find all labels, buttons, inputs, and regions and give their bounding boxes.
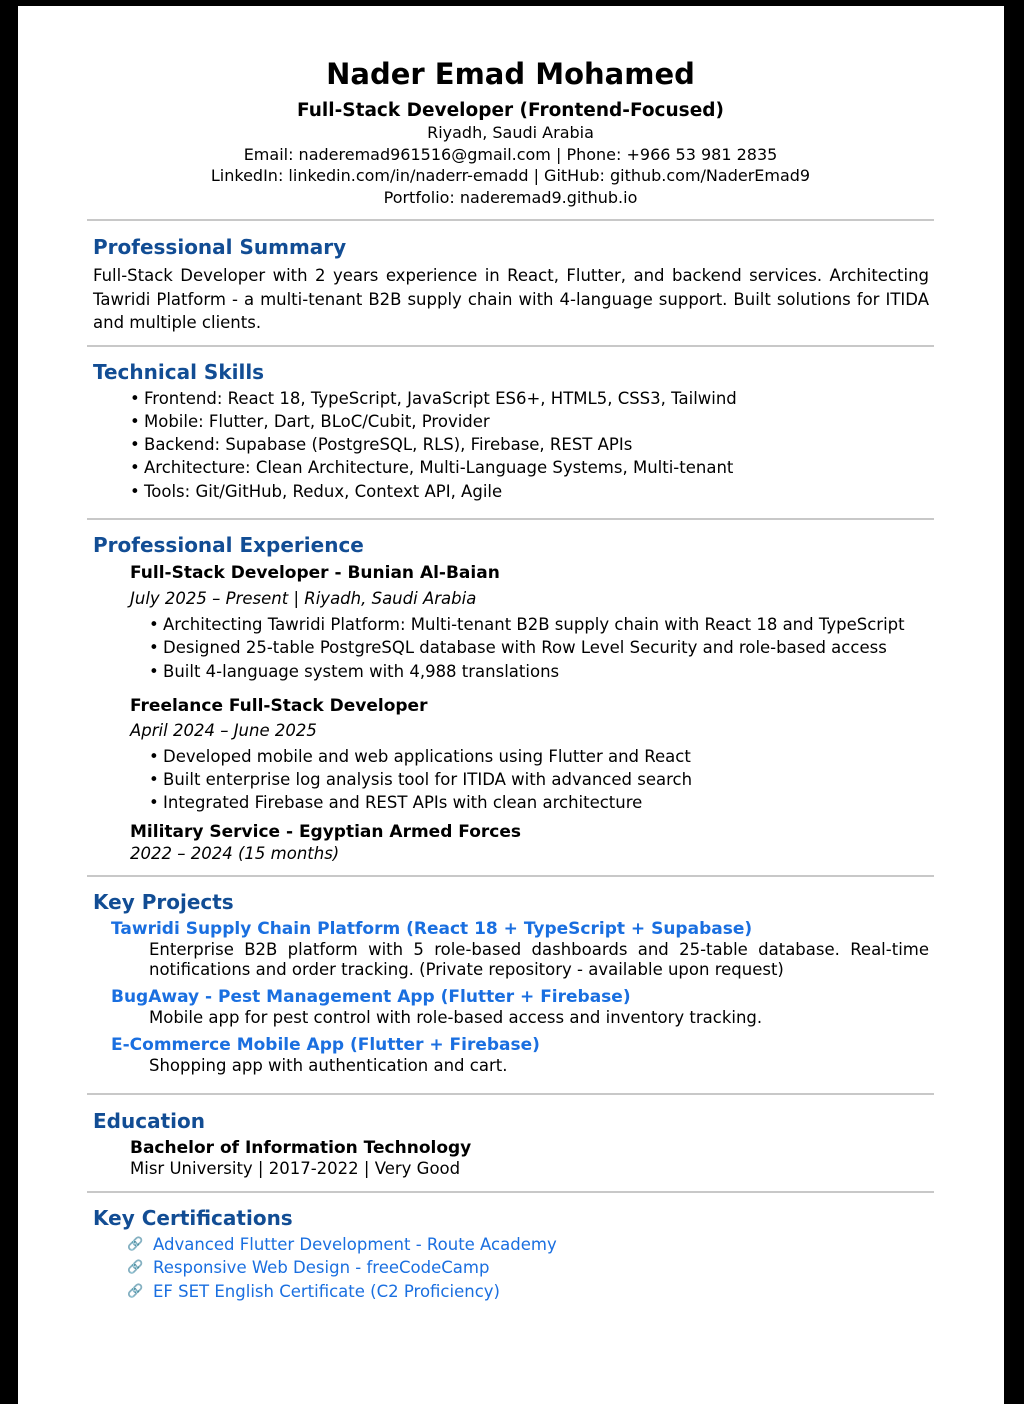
bullet-icon: • bbox=[130, 458, 140, 477]
bullet-icon: • bbox=[149, 615, 159, 634]
job-title: Full-Stack Developer - Bunian Al-Baian bbox=[130, 563, 500, 583]
contact-line: Email: naderemad961516@gmail.com | Phone: +966 53 981 2835 bbox=[243, 145, 778, 164]
location: Riyadh, Saudi Arabia bbox=[427, 123, 594, 142]
bullet-icon: • bbox=[130, 389, 140, 408]
job-bullet: • Built enterprise log analysis tool for ITIDA with advanced search bbox=[149, 770, 693, 789]
divider bbox=[87, 345, 934, 347]
education-details: Misr University | 2017-2022 | Very Good bbox=[130, 1159, 461, 1178]
bullet-icon: • bbox=[149, 638, 159, 657]
job-title: Freelance Full-Stack Developer bbox=[130, 696, 428, 716]
project-title[interactable]: E-Commerce Mobile App (Flutter + Firebase) bbox=[111, 1035, 540, 1055]
candidate-name: Nader Emad Mohamed bbox=[326, 57, 695, 91]
projects-title: Key Projects bbox=[93, 890, 234, 914]
certification-link[interactable]: 🔗 EF SET English Certificate (C2 Proficiency) bbox=[127, 1282, 500, 1301]
bullet-icon: • bbox=[130, 412, 140, 431]
job-date: April 2024 – June 2025 bbox=[130, 721, 317, 740]
degree: Bachelor of Information Technology bbox=[130, 1138, 472, 1158]
divider bbox=[87, 518, 934, 520]
certifications-title: Key Certifications bbox=[93, 1206, 293, 1230]
summary-text: Full-Stack Developer with 2 years experience in React, Flutter, and backend services. Architecting Tawridi Platform - a multi-tenant B2B supply chain with 4-language support. Built solutions for ITIDA and multiple clients. bbox=[93, 266, 929, 332]
bullet-icon: • bbox=[149, 793, 159, 812]
experience-title: Professional Experience bbox=[93, 533, 364, 557]
project-title[interactable]: Tawridi Supply Chain Platform (React 18 + TypeScript + Supabase) bbox=[111, 919, 753, 939]
job-bullet: • Developed mobile and web applications using Flutter and React bbox=[149, 747, 691, 766]
skills-title: Technical Skills bbox=[93, 360, 265, 384]
resume-page bbox=[18, 6, 1004, 1404]
project-title[interactable]: BugAway - Pest Management App (Flutter + Firebase) bbox=[111, 987, 631, 1007]
job-bullet: • Designed 25-table PostgreSQL database with Row Level Security and role-based access bbox=[149, 638, 887, 657]
job-bullet: • Integrated Firebase and REST APIs with clean architecture bbox=[149, 793, 643, 812]
skill-item: • Frontend: React 18, TypeScript, JavaScript ES6+, HTML5, CSS3, Tailwind bbox=[130, 389, 737, 408]
certification-link[interactable]: 🔗 Advanced Flutter Development - Route Academy bbox=[127, 1235, 557, 1254]
job-bullet: • Built 4-language system with 4,988 translations bbox=[149, 662, 560, 681]
job-date: 2022 – 2024 (15 months) bbox=[130, 844, 340, 863]
skill-item: • Mobile: Flutter, Dart, BLoC/Cubit, Provider bbox=[130, 412, 490, 431]
link-icon: 🔗 bbox=[127, 1237, 144, 1252]
bullet-icon: • bbox=[149, 747, 159, 766]
education-title: Education bbox=[93, 1109, 205, 1133]
certification-link[interactable]: 🔗 Responsive Web Design - freeCodeCamp bbox=[127, 1258, 490, 1277]
portfolio-line: Portfolio: naderemad9.github.io bbox=[383, 188, 638, 207]
project-description: Enterprise B2B platform with 5 role-based dashboards and 25-table database. Real-time notifications and order tracking. (Private repository - available upon request) bbox=[149, 940, 929, 979]
bullet-icon: • bbox=[130, 482, 140, 501]
project-description: Mobile app for pest control with role-based access and inventory tracking. bbox=[149, 1008, 763, 1027]
link-icon: 🔗 bbox=[127, 1260, 144, 1275]
bullet-icon: • bbox=[130, 435, 140, 454]
link-icon: 🔗 bbox=[127, 1284, 144, 1299]
project-description: Shopping app with authentication and cart. bbox=[149, 1056, 508, 1075]
divider bbox=[87, 1191, 934, 1193]
job-title: Military Service - Egyptian Armed Forces bbox=[130, 822, 522, 842]
divider bbox=[87, 875, 934, 877]
divider bbox=[87, 219, 934, 221]
summary-title: Professional Summary bbox=[93, 235, 347, 259]
divider bbox=[87, 1093, 934, 1095]
headline: Full-Stack Developer (Frontend-Focused) bbox=[297, 100, 724, 121]
bullet-icon: • bbox=[149, 770, 159, 789]
skill-item: • Backend: Supabase (PostgreSQL, RLS), Firebase, REST APIs bbox=[130, 435, 633, 454]
job-bullet: • Architecting Tawridi Platform: Multi-tenant B2B supply chain with React 18 and TypeScript bbox=[149, 615, 905, 634]
bullet-icon: • bbox=[149, 662, 159, 681]
links-line: LinkedIn: linkedin.com/in/naderr-emadd | GitHub: github.com/NaderEmad9 bbox=[210, 166, 811, 185]
skill-item: • Architecture: Clean Architecture, Multi-Language Systems, Multi-tenant bbox=[130, 458, 734, 477]
skill-item: • Tools: Git/GitHub, Redux, Context API, Agile bbox=[130, 482, 503, 501]
job-date: July 2025 – Present | Riyadh, Saudi Arabia bbox=[130, 589, 477, 608]
